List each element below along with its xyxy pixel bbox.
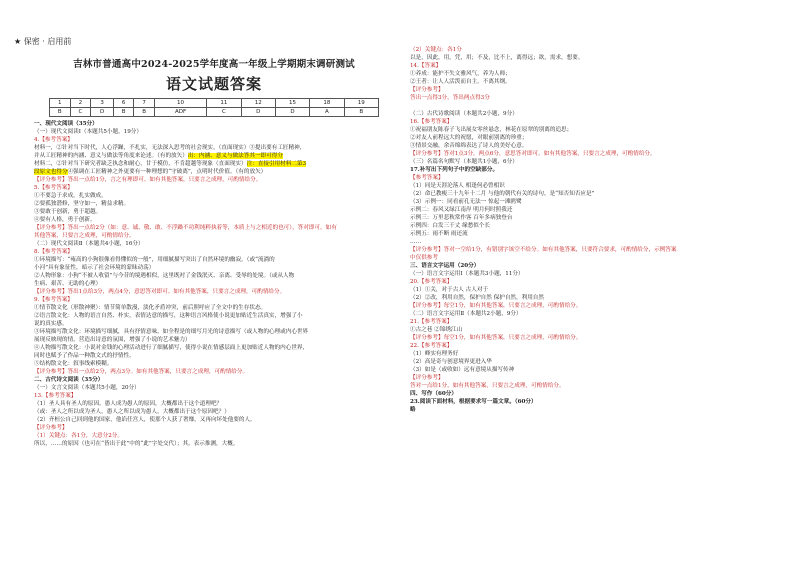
- answer-line: [410, 102, 780, 110]
- question-number-cell: 15: [275, 99, 309, 108]
- right-column: [410, 46, 780, 414]
- answer-line: ③要敢于创新，勇于超越。: [34, 209, 102, 215]
- answer-line: ③情景交融，余音绵绵表达了诗人的美好心意。: [410, 143, 528, 149]
- answer-cell: B: [113, 108, 134, 117]
- answer-line: 21.【参考答案】: [410, 319, 453, 325]
- answer-line: （一）文言文阅读（本题共5小题，20分）: [34, 385, 140, 391]
- answer-line: 【评分参考】答对一空给1分，有错别字该空不给分。如有其他答案，只要符合要求，可酌情给分，示例答案: [410, 247, 677, 253]
- question-number-cell: 10: [154, 99, 206, 108]
- answer-line: （2）齐桓公自己回到他的国家，他谄任宫人，使那个人获了奢靡，又再向坏处他要的人。: [34, 417, 256, 423]
- answer-line: （一）现代文阅读Ⅰ（本题共5小题，19分）: [34, 129, 142, 135]
- answer-line: 答对一点给1分，如有其他答案，只要言之成理，可酌情给分。: [410, 383, 565, 389]
- answer-line: 中仅供参考: [410, 255, 438, 261]
- answer-line: 【评分参考】: [410, 375, 444, 381]
- question-number-cell: 12: [241, 99, 275, 108]
- answer-line: 一、现代文阅读（35分）: [34, 121, 98, 127]
- answer-line: 9.【参考答案】: [34, 297, 73, 303]
- answer-cell: B: [344, 108, 378, 117]
- question-number-row: [50, 99, 379, 108]
- answer-line: （1）同是天涯沦落人 相逢何必曾相识: [410, 183, 505, 189]
- answer-line: （一）语言文字运用Ⅰ（本题共3小题，11分）: [410, 271, 524, 277]
- answer-line: 生病、艰苦、无助的心理）: [34, 281, 102, 287]
- answer-line: 20.【参考答案】: [410, 279, 453, 285]
- answer-line: 23.阅读下面材料，根据要求写一篇文章。（60分）: [410, 399, 537, 405]
- answer-line: 【评分参考】每空1分，如有其他答案，只要言之成理，可酌情给分。: [410, 335, 582, 341]
- answer-line: ①祝福朋友陈春子飞出展女零丝悬念，林花在原翠的别离的追思；: [410, 127, 573, 133]
- answer-line: 17.补写出下列句子中的空缺部分。: [410, 167, 499, 173]
- answer-cell: D: [241, 108, 275, 117]
- answer-line: ①养成：能护不失文雅风气，养为人师；: [410, 71, 511, 77]
- answer-line: 小河”具有象征性，暗示了社会环境的蒙昧动荡）: [34, 265, 155, 271]
- answer-line: ④要有人格，勇于创新。: [34, 217, 96, 223]
- answer-line: 展现反映现的情，营造出诗意的氛围，增强了小说的艺术魅力）: [34, 337, 191, 343]
- line-segment: 材料二，②针对当下研究者缺乏执念和耐心，甘于模仿，不肯超越等现象（直面现实）: [34, 161, 247, 167]
- answer-line: ②要孤独潜修，坚守如一，精益求精。: [34, 201, 130, 207]
- question-number-cell: 1: [50, 99, 71, 108]
- answer-line: 二、古代诗文阅读（35分）: [34, 377, 104, 383]
- answer-line: 同时也赋予了作品一种散文式的抒情性。: [34, 353, 135, 359]
- question-number-cell: 7: [134, 99, 155, 108]
- answer-line: 【评分参考】答出一点给2分，两点3分。如有其他答案，只要言之成理，可酌情给分。: [34, 369, 249, 375]
- answer-cell: B: [50, 108, 71, 117]
- answer-line: （2）命已教瘦三十九年十二月 与他的朝代有关的诗句，是“知否知否应是”: [410, 191, 595, 197]
- right-answer-text: [410, 46, 780, 414]
- question-number-cell: 18: [310, 99, 344, 108]
- answer-line: 【参考答案】: [410, 175, 444, 181]
- exam-title: 吉林市普通高中2024-2025学年度高一年级上学期期末调研测试: [73, 59, 355, 70]
- question-number-cell: 6: [113, 99, 134, 108]
- highlighted-note: 注：直接引用材料二第3: [246, 161, 307, 167]
- answer-line: ②人物形象：小狗“不被人收留”与今昔的境遇相似，这里既衬了金钱泯灭、亲离、受辱的处境。（或从人物: [34, 273, 295, 279]
- answer-cell: ADF: [154, 108, 206, 117]
- answer-line: （二）古代诗歌阅读（本题共2小题，9分）: [410, 111, 518, 117]
- question-number-cell: 11: [207, 99, 241, 108]
- answer-line: （2）②改，利用自然，保护自然 保护自然，利用自然: [410, 295, 544, 301]
- answer-title: 语文试题答案: [165, 75, 262, 93]
- answer-line: 5.【参考答案】: [34, 185, 73, 191]
- answer-line: 13.【参考答案】: [34, 393, 77, 399]
- line-segment: ④强调在工匠精神之外更要有一种理想的“守破离”，点明时代价值。（有的放矢）: [67, 169, 267, 175]
- answer-line: ④人物描写散文化：小说对金钱的心理活动进行了细腻描写，使得小说在情感层面上更加贴近人物的内心世界，: [34, 345, 309, 351]
- answer-line: （或：圣人之所以成为圣人，愚人之所以成为愚人，大概都出于这个原因吧？）: [34, 409, 230, 415]
- answer-cell: D: [275, 108, 309, 117]
- line-segment: 并从工匠精神的内涵、意义与做法等角度来论述。（有的放矢）: [34, 153, 188, 159]
- answer-line: 【评分参考】答出一点给2分（如：意、诚、敬、敢、不浮躁不功利纯粹执着等，本质上与之相近的也可），答对即可。如有: [34, 225, 337, 231]
- answer-line: 说的真实感。: [34, 321, 68, 327]
- answer-line: 示例五：雨不断 雨还流: [410, 231, 468, 237]
- answer-line: 其他答案，只要言之成理，可酌情给分。: [34, 233, 135, 239]
- answer-line: ⑤结构散文化：叙事线索模糊。: [34, 361, 113, 367]
- answer-line: ③环境描写散文化：环境描写细腻，具有抒情意味，如全程是的细写月光的诗意描写（或人物的心理或内心世界: [34, 329, 309, 335]
- answer-line: 22.【参考答案】: [410, 343, 453, 349]
- answer-line: （二）语言文字运用Ⅱ（本题共2小题，9分）: [410, 311, 522, 317]
- answer-line: 以是，因此，用，凭，用；不及，比不上，离得远；欲，需求，想要。: [410, 55, 584, 61]
- answer-line: （2）关键点：各1分: [410, 47, 462, 53]
- answer-line: 示例四：白发三千丈 缘愁似个长: [410, 223, 491, 229]
- answer-cell: B: [134, 108, 155, 117]
- answer-cell: C: [70, 108, 91, 117]
- answer-line: 【评分参考】: [34, 425, 68, 431]
- answer-line: （3）示例一：同看前孔无法一 惊起一滩鸥鹭: [410, 199, 522, 205]
- answer-line: 三、语言文字运用（20分）: [410, 263, 480, 269]
- answer-line: 【评分参考】答出1点给3分，两点4分，意思答对即可。如有其他答案，只要言之成理，可酌情给分。: [34, 289, 286, 295]
- answer-line: 材料一，②针对当下时代，人心浮躁，不扎实，无法深入思考的社会现实。（直面现实）③提出要有工匠精神，: [34, 145, 306, 151]
- answer-line: ①不要急于求成，扎实做成。: [34, 193, 107, 199]
- answer-line: 答出一点得3分，答出两点得3分: [410, 95, 490, 101]
- answer-line: 示例三：万里悲秋常作客 百年多病独登台: [410, 215, 513, 221]
- answer-line: （1）峰实有理务好: [410, 351, 459, 357]
- answer-line: （三）名篇名句默写（本题共1小题，6分）: [410, 159, 518, 165]
- answer-line: 4.【参考答案】: [34, 137, 73, 143]
- answer-line: 【评分参考】每空1分，如有其他答案，只要言之成理，可酌情给分。: [410, 303, 582, 309]
- answer-line: ……: [410, 239, 422, 245]
- question-number-cell: 2: [70, 99, 91, 108]
- answer-line: ①古之巷 ②锦绣江山: [410, 327, 463, 333]
- answer-line: [34, 168, 394, 176]
- answer-line: ①环境描写：“雍高的小狗很像看得懂似的一般”，用细腻描写突出了自然环境的幽寂。（或“流淌的: [34, 257, 275, 263]
- answer-line: （1）①关，对于古人 古人对于: [410, 287, 489, 293]
- left-answer-text: [34, 120, 394, 448]
- answer-line: 16.【参考答案】: [410, 119, 453, 125]
- answer-line: ①情节散文化（形散神聚）：情节简单散漫，淡化矛盾冲突，前后照呼应了全文中的生存状态。: [34, 305, 267, 311]
- answer-line: 略: [410, 407, 416, 413]
- answer-line: （3）如是（或收如）远有意境从描写传神: [410, 367, 515, 373]
- answer-table: [49, 98, 379, 117]
- answer-line: （2）高是奇与创意境界更进入华: [410, 359, 492, 365]
- answer-line: ②王者：让人人活泼而自主，不离其纲。: [410, 79, 511, 85]
- answer-line: 四、写作（60分）: [410, 391, 457, 397]
- answer-line: 【评分参考】答出一点给1分，言之有理即可。如有其他答案，只要言之成理，可酌情给分。: [34, 177, 262, 183]
- answer-line: （二）现代文阅读Ⅱ（本题共4小题，16分）: [34, 241, 144, 247]
- highlighted-note: 段原文也得分: [34, 169, 68, 175]
- answer-line: [34, 160, 394, 168]
- answer-line: （1）圣人具有圣人的原因，愚人成为愚人的原因，大概都出于这个道理吧？: [34, 401, 223, 407]
- answer-line: ②对友人前程远大的祝愿，对眼前别离的珍重；: [410, 135, 528, 141]
- answer-line: （1）关键点：各1分，大意分2分。: [34, 433, 123, 439]
- answer-line: [34, 152, 394, 160]
- answer-line: 【评分参考】: [410, 87, 444, 93]
- answer-cell: D: [91, 108, 114, 117]
- confidential-mark: ★ 保密 · 启用前: [14, 37, 72, 46]
- answer-line: 示例二：春风又绿江南岸 明月何时照我还: [410, 207, 513, 213]
- answer-line: ②语言散文化：人物的语言自然、朴实，表情达意的描写，这种语言风格使小说更加贴近生活真实，增强了小: [34, 313, 303, 319]
- question-number-cell: 19: [344, 99, 378, 108]
- answer-line: 14.【答案】: [410, 63, 442, 69]
- question-number-cell: 3: [91, 99, 114, 108]
- answer-line: 【评分参考】答对1点3分，两点6分，意思答对即可。如有其他答案，只要言之成理，可酌情给分。: [410, 151, 656, 157]
- highlighted-note: 出：内涵、意义与做法答其一即可得分: [187, 153, 283, 159]
- answer-line: 所以，……的原因（也可在“皆出于此”中的“此”字处交代）；其，表示推测，大概。: [34, 441, 239, 447]
- answer-line: 8.【参考答案】: [34, 249, 73, 255]
- answer-row: [50, 108, 379, 117]
- left-column: [34, 50, 394, 448]
- answer-cell: C: [207, 108, 241, 117]
- answer-cell: A: [310, 108, 344, 117]
